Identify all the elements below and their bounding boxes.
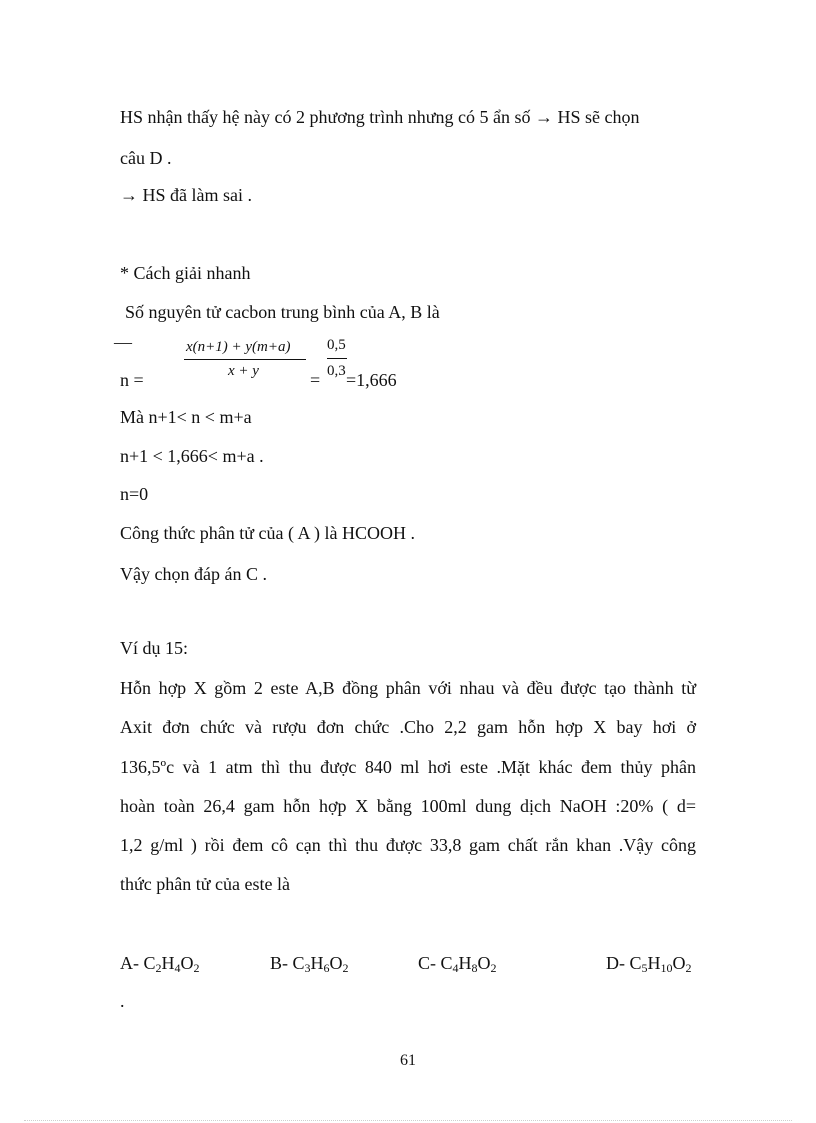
- example-last-line: thức phân tử của este là: [120, 874, 290, 894]
- analysis-line-1: HS nhận thấy hệ này có 2 phương trình nhưng có 5 ẩn số → HS sẽ chọn: [120, 107, 640, 127]
- option-a: A- $C_2H_4O_2$: [120, 953, 200, 975]
- option-b: B- $C_3H_6O_2$: [270, 953, 349, 975]
- trailing-dot: .: [120, 991, 125, 1011]
- page-bottom-divider: [24, 1120, 792, 1121]
- n-label: n =: [120, 370, 144, 390]
- answer-conclusion: Vậy chọn đáp án C .: [120, 564, 267, 584]
- ratio-numerator: 0,5: [327, 337, 346, 353]
- option-d: D- $C_5H_{10}O_2$: [606, 953, 692, 975]
- example-line-1: Hỗn hợp X gồm 2 este A,B đồng phân với nhau và đều được tạo thành từ: [120, 678, 696, 698]
- ratio-denominator: 0,3: [327, 363, 346, 379]
- analysis-line-2: câu D .: [120, 148, 172, 168]
- example-title: Ví dụ 15:: [120, 638, 189, 658]
- fraction-denominator: x + y: [228, 363, 259, 379]
- quick-solution-heading: * Cách giải nhanh: [120, 263, 251, 283]
- option-c: C- $C_4H_8O_2$: [418, 953, 497, 975]
- equals-sign: =: [310, 370, 321, 390]
- example-line-3: 136,5ºc và 1 atm thì thu được 840 ml hơi este .Mặt khác đem thủy phân: [120, 757, 696, 777]
- ratio-bar: [327, 358, 347, 359]
- fraction-numerator: x(n+1) + y(m+a): [186, 339, 291, 355]
- inequality-line-1: Mà n+1< n < m+a: [120, 407, 252, 427]
- analysis-line-3: → HS đã làm sai .: [120, 185, 252, 205]
- fraction-bar: [184, 359, 306, 360]
- overbar-mark: —: [114, 332, 132, 352]
- average-result: =1,666: [346, 370, 397, 390]
- formula-statement: Công thức phân tử của ( A ) là HCOOH .: [120, 523, 415, 543]
- inequality-line-2: n+1 < 1,666< m+a .: [120, 446, 264, 466]
- example-line-4: hoàn toàn 26,4 gam hỗn hợp X bằng 100ml dung dịch NaOH :20% ( d=: [120, 796, 696, 816]
- page-number: 61: [400, 1052, 416, 1069]
- carbon-average-intro: Số nguyên tử cacbon trung bình của A, B là: [125, 302, 440, 322]
- example-line-2: Axit đơn chức và rượu đơn chức .Cho 2,2 gam hỗn hợp X bay hơi ở: [120, 717, 696, 737]
- n-value: n=0: [120, 484, 149, 504]
- example-line-5: 1,2 g/ml ) rồi đem cô cạn thì thu được 33,8 gam chất rắn khan .Vậy công: [120, 835, 696, 855]
